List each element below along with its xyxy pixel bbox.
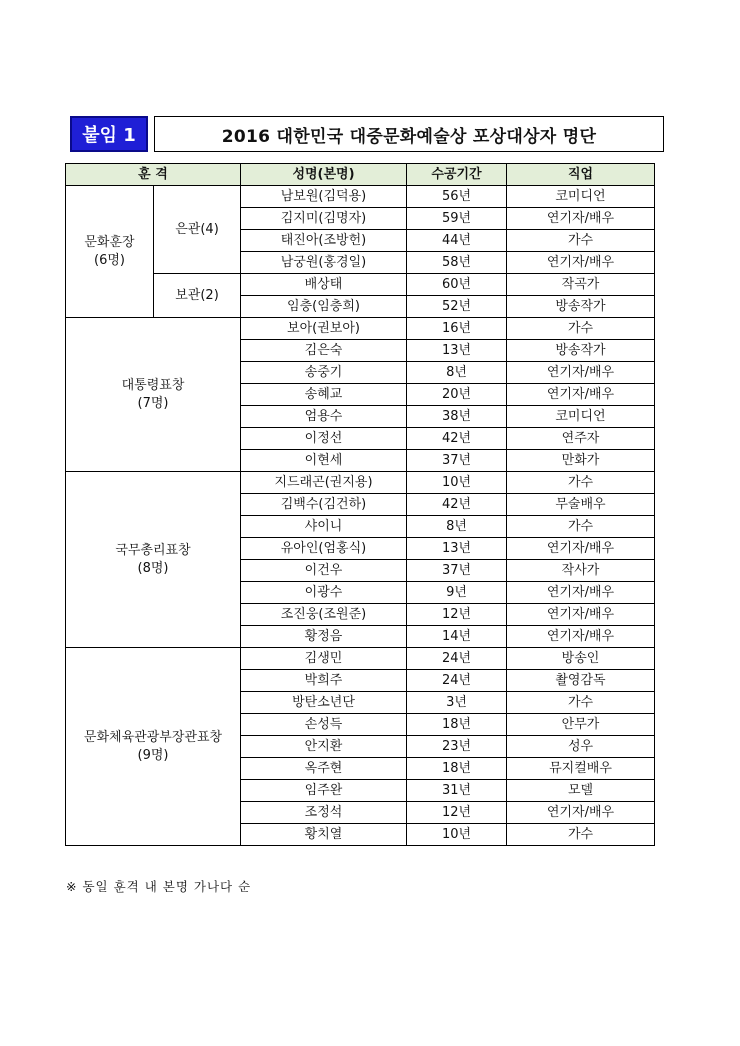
career-years-cell: 8년 [407,362,507,384]
career-years-cell: 31년 [407,780,507,802]
recipient-name-cell: 유아인(엄홍식) [241,538,407,560]
award-subgrade-cell: 보관(2) [154,274,241,318]
occupation-cell: 연기자/배우 [507,362,655,384]
table-row [66,274,655,296]
recipient-name-cell: 김백수(김건하) [241,494,407,516]
career-years-cell: 37년 [407,560,507,582]
career-years-cell: 10년 [407,824,507,846]
occupation-cell: 가수 [507,692,655,714]
career-years-cell: 59년 [407,208,507,230]
occupation-cell: 방송인 [507,648,655,670]
title-row [70,116,664,152]
occupation-cell: 연기자/배우 [507,626,655,648]
career-years-cell: 18년 [407,758,507,780]
career-years-cell: 20년 [407,384,507,406]
occupation-cell: 성우 [507,736,655,758]
recipient-name-cell: 손성득 [241,714,407,736]
recipient-name-cell: 이광수 [241,582,407,604]
career-years-cell: 38년 [407,406,507,428]
recipient-name-cell: 김지미(김명자) [241,208,407,230]
recipient-name-cell: 이정선 [241,428,407,450]
occupation-cell: 코미디언 [507,186,655,208]
career-years-cell: 14년 [407,626,507,648]
recipient-name-cell: 임충(임충희) [241,296,407,318]
career-years-cell: 42년 [407,428,507,450]
career-years-cell: 16년 [407,318,507,340]
occupation-cell: 방송작가 [507,340,655,362]
table-row [66,648,655,670]
occupation-cell: 연기자/배우 [507,252,655,274]
career-years-cell: 44년 [407,230,507,252]
recipient-name-cell: 이현세 [241,450,407,472]
recipient-name-cell: 샤이니 [241,516,407,538]
occupation-cell: 가수 [507,472,655,494]
career-years-cell: 18년 [407,714,507,736]
career-years-cell: 24년 [407,670,507,692]
recipient-name-cell: 김은숙 [241,340,407,362]
occupation-cell: 만화가 [507,450,655,472]
occupation-cell: 연주자 [507,428,655,450]
table-row [66,318,655,340]
recipient-name-cell: 송중기 [241,362,407,384]
attachment-badge: 붙임 1 [70,116,148,152]
career-years-cell: 56년 [407,186,507,208]
award-grade-cell: 국무총리표창 (8명) [66,472,241,648]
recipient-name-cell: 방탄소년단 [241,692,407,714]
recipient-name-cell: 박희주 [241,670,407,692]
award-grade-cell: 문화훈장 (6명) [66,186,154,318]
career-years-cell: 12년 [407,604,507,626]
occupation-cell: 연기자/배우 [507,208,655,230]
career-years-cell: 10년 [407,472,507,494]
award-grade-cell: 대통령표창 (7명) [66,318,241,472]
recipient-name-cell: 이건우 [241,560,407,582]
recipient-name-cell: 조정석 [241,802,407,824]
occupation-cell: 연기자/배우 [507,604,655,626]
occupation-cell: 연기자/배우 [507,384,655,406]
recipient-name-cell: 엄용수 [241,406,407,428]
column-header-job: 직업 [507,164,655,186]
career-years-cell: 60년 [407,274,507,296]
occupation-cell: 가수 [507,318,655,340]
occupation-cell: 촬영감독 [507,670,655,692]
column-header-grade: 훈 격 [66,164,241,186]
career-years-cell: 24년 [407,648,507,670]
occupation-cell: 안무가 [507,714,655,736]
recipient-name-cell: 안지환 [241,736,407,758]
career-years-cell: 37년 [407,450,507,472]
recipient-name-cell: 옥주현 [241,758,407,780]
career-years-cell: 23년 [407,736,507,758]
recipient-name-cell: 조진웅(조원준) [241,604,407,626]
recipient-name-cell: 황치열 [241,824,407,846]
occupation-cell: 작사가 [507,560,655,582]
career-years-cell: 9년 [407,582,507,604]
career-years-cell: 13년 [407,538,507,560]
occupation-cell: 연기자/배우 [507,538,655,560]
career-years-cell: 58년 [407,252,507,274]
award-subgrade-cell: 은관(4) [154,186,241,274]
table-body [66,186,655,846]
table-row [66,472,655,494]
career-years-cell: 3년 [407,692,507,714]
table-header-row [66,164,655,186]
occupation-cell: 무술배우 [507,494,655,516]
occupation-cell: 가수 [507,230,655,252]
occupation-cell: 연기자/배우 [507,582,655,604]
occupation-cell: 모델 [507,780,655,802]
column-header-years: 수공기간 [407,164,507,186]
recipient-name-cell: 임주완 [241,780,407,802]
career-years-cell: 13년 [407,340,507,362]
footnote: ※ 동일 훈격 내 본명 가나다 순 [66,879,252,894]
career-years-cell: 52년 [407,296,507,318]
career-years-cell: 12년 [407,802,507,824]
table-row [66,186,655,208]
document-title: 2016 대한민국 대중문화예술상 포상대상자 명단 [154,116,664,152]
recipient-name-cell: 황정음 [241,626,407,648]
recipient-name-cell: 지드래곤(권지용) [241,472,407,494]
occupation-cell: 가수 [507,516,655,538]
recipient-name-cell: 남보원(김덕용) [241,186,407,208]
award-grade-cell: 문화체육관광부장관표창 (9명) [66,648,241,846]
recipient-name-cell: 남궁원(홍경일) [241,252,407,274]
career-years-cell: 8년 [407,516,507,538]
recipient-name-cell: 김생민 [241,648,407,670]
column-header-name: 성명(본명) [241,164,407,186]
career-years-cell: 42년 [407,494,507,516]
recipient-name-cell: 송혜교 [241,384,407,406]
recipient-name-cell: 보아(권보아) [241,318,407,340]
occupation-cell: 방송작가 [507,296,655,318]
award-recipients-table [65,163,655,846]
occupation-cell: 작곡가 [507,274,655,296]
occupation-cell: 뮤지컬배우 [507,758,655,780]
recipient-name-cell: 태진아(조방헌) [241,230,407,252]
recipient-name-cell: 배상태 [241,274,407,296]
occupation-cell: 코미디언 [507,406,655,428]
occupation-cell: 가수 [507,824,655,846]
occupation-cell: 연기자/배우 [507,802,655,824]
